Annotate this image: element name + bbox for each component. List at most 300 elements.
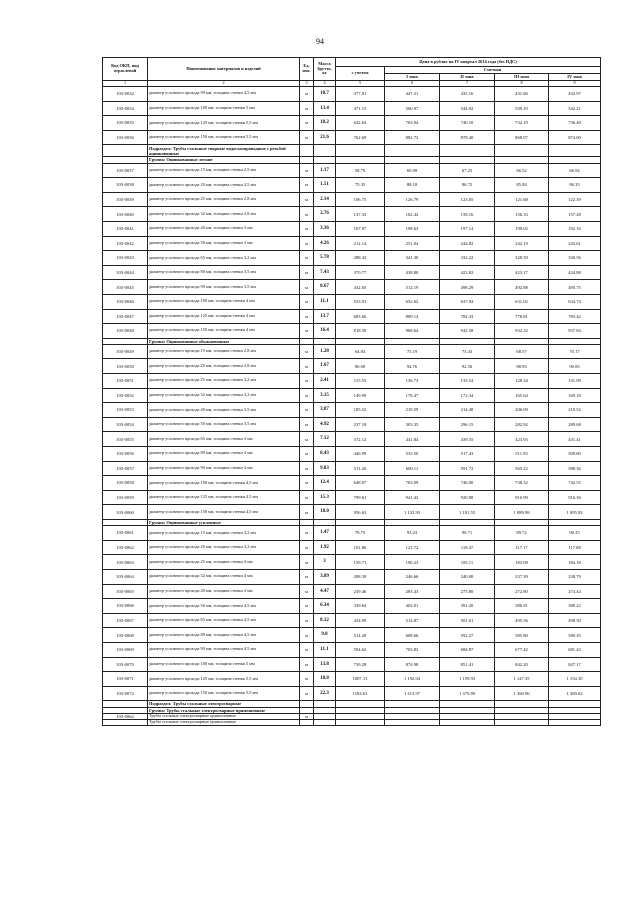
item-price-zone-3: 66.52: [495, 163, 549, 178]
item-price-zone-4: 916.36: [549, 490, 601, 505]
table-row: [103, 236, 601, 251]
item-price-zone-2: 90.71: [440, 526, 495, 541]
item-unit: [300, 719, 314, 725]
item-price-zone-1: 303.35: [385, 417, 440, 432]
item-price-zone-4: 588.36: [549, 461, 601, 476]
row-cell-empty: [385, 145, 440, 157]
table-row: [103, 101, 601, 116]
table-row: [103, 490, 601, 505]
item-price-zone-3: 677.42: [495, 642, 549, 657]
table-row: [103, 505, 601, 520]
item-mass: 3: [314, 555, 336, 570]
item-code: 103-0039: [103, 192, 148, 207]
item-price-zone-4: 131.09: [549, 374, 601, 389]
item-name: диаметр условного прохода 150 мм, толщина стенки 4,5 мм: [148, 505, 300, 520]
item-price-zone-3: 539.10: [495, 101, 549, 116]
table-row: [103, 526, 601, 541]
item-price-zone-1: 703.82: [385, 642, 440, 657]
item-unit: м: [300, 599, 314, 614]
item-price-zone-2: 1 101.55: [440, 505, 495, 520]
item-price-zone-3: 85.84: [495, 178, 549, 193]
item-name: диаметр условного прохода 20 мм, толщина стенки 2,5 мм: [148, 178, 300, 193]
group-title: Группа: Оцинкованные обыкновенные: [148, 338, 300, 344]
item-unit: м: [300, 672, 314, 687]
item-unit: м: [300, 388, 314, 403]
item-name: диаметр условного прохода 25 мм, толщина стенки 2,8 мм: [148, 192, 300, 207]
header-zone-3: III зона: [495, 74, 549, 81]
item-name: диаметр условного прохода 40 мм, толщина стенки 3 мм: [148, 221, 300, 236]
item-name: диаметр условного прохода 90 мм, толщина стенки 4,5 мм: [148, 87, 300, 102]
item-mass: 1.92: [314, 540, 336, 555]
item-name: диаметр условного прохода 32 мм, толщина стенки 2,8 мм: [148, 207, 300, 222]
table-row: [103, 359, 601, 374]
table-row: [103, 130, 601, 145]
item-price-base: 137.33: [336, 207, 385, 222]
item-name: Трубы стальные электросварные прямошовные: [148, 719, 300, 725]
table-row: [103, 569, 601, 584]
item-price-zone-4: 634.74: [549, 294, 601, 309]
item-price-zone-4: 542.21: [549, 101, 601, 116]
item-mass: 2.41: [314, 374, 336, 389]
header-at-object: с учетом: [336, 67, 385, 81]
table-row: [103, 344, 601, 359]
item-name: диаметр условного прохода 100 мм, толщина стенки 5 мм: [148, 101, 300, 116]
item-price-zone-3: 631.02: [495, 294, 549, 309]
item-code: 103-0051: [103, 374, 148, 389]
item-unit: м: [300, 87, 314, 102]
item-mass: 1.51: [314, 178, 336, 193]
item-price-zone-4: 289.68: [549, 417, 601, 432]
item-price-base: [336, 719, 385, 725]
item-price-base: 648.07: [336, 476, 385, 491]
item-price-zone-3: 237.39: [495, 569, 549, 584]
item-mass: 12.4: [314, 476, 336, 491]
item-price-zone-3: 511.93: [495, 447, 549, 462]
row-cell-empty: [300, 145, 314, 157]
table-row: [103, 628, 601, 643]
item-price-zone-1: 560.97: [385, 101, 440, 116]
item-price-zone-4: 742.55: [549, 476, 601, 491]
item-price-base: 106.75: [336, 192, 385, 207]
item-price-zone-3: 738.32: [495, 476, 549, 491]
item-price-zone-2: 123.05: [440, 192, 495, 207]
item-code: 103-0070: [103, 657, 148, 672]
item-unit: м: [300, 221, 314, 236]
item-code: 103-0064: [103, 569, 148, 584]
item-price-base: 594.62: [336, 642, 385, 657]
item-mass: 7.12: [314, 432, 336, 447]
item-price-zone-1: 600.11: [385, 461, 440, 476]
row-cell-empty: [440, 145, 495, 157]
item-price-zone-2: 435.16: [440, 87, 495, 102]
item-price-zone-1: 283.43: [385, 584, 440, 599]
item-price-zone-1: 75.19: [385, 344, 440, 359]
item-mass: 15.3: [314, 490, 336, 505]
item-mass: 1.28: [314, 344, 336, 359]
item-mass: 18.2: [314, 116, 336, 131]
item-price-zone-2: 544.92: [440, 101, 495, 116]
item-name: диаметр условного прохода 25 мм, толщина стенки 3,2 мм: [148, 374, 300, 389]
item-name: диаметр условного прохода 125 мм, толщина стенки 4,5 мм: [148, 490, 300, 505]
item-mass: 11.1: [314, 642, 336, 657]
item-price-zone-4: [549, 719, 601, 725]
table-row: [103, 555, 601, 570]
item-price-zone-3: 89.72: [495, 526, 549, 541]
item-price-zone-1: 93.23: [385, 526, 440, 541]
item-mass: 9.83: [314, 461, 336, 476]
item-code: 103-0068: [103, 628, 148, 643]
item-price-zone-4: 330.56: [549, 251, 601, 266]
item-unit: м: [300, 555, 314, 570]
item-code: 103-0062: [103, 713, 148, 719]
item-price-zone-1: 69.09: [385, 163, 440, 178]
item-price-zone-2: 591.72: [440, 461, 495, 476]
item-price-base: 514.28: [336, 628, 385, 643]
table-row: [103, 642, 601, 657]
item-price-zone-3: 585.80: [495, 628, 549, 643]
item-unit: м: [300, 251, 314, 266]
item-price-zone-2: 244.82: [440, 236, 495, 251]
item-price-base: 80.00: [336, 359, 385, 374]
item-unit: м: [300, 540, 314, 555]
item-price-base: 64.84: [336, 344, 385, 359]
item-name: диаметр условного прохода 150 мм, толщина стенки 5,5 мм: [148, 686, 300, 701]
item-price-zone-2: 684.87: [440, 642, 495, 657]
header-mass: Масса брутто, кг: [314, 58, 336, 81]
item-name: диаметр условного прохода 150 мм, толщина стенки 4 мм: [148, 324, 300, 339]
item-price-zone-2: 498.29: [440, 280, 495, 295]
item-price-base: 683.66: [336, 309, 385, 324]
item-name: диаметр условного прохода 65 мм, толщина стенки 4 мм: [148, 432, 300, 447]
item-code: 103-0052: [103, 388, 148, 403]
item-price-zone-3: 842.20: [495, 657, 549, 672]
item-price-zone-3: 242.19: [495, 236, 549, 251]
section-row: [103, 145, 601, 157]
item-code: 103-0066: [103, 599, 148, 614]
column-index: 2: [148, 81, 300, 87]
item-name: диаметр условного прохода 15 мм, толщина стенки 2,5 мм: [148, 163, 300, 178]
item-price-zone-3: 328.59: [495, 251, 549, 266]
table-row: [103, 178, 601, 193]
item-code: 103-0040: [103, 207, 148, 222]
item-code: 103-0061: [103, 526, 148, 541]
item-unit: м: [300, 280, 314, 295]
item-code: 103-0050: [103, 359, 148, 374]
item-price-zone-3: 1 360.96: [495, 686, 549, 701]
item-name: диаметр условного прохода 100 мм, толщина стенки 4,5 мм: [148, 476, 300, 491]
item-mass: 16.4: [314, 324, 336, 339]
item-name: диаметр условного прохода 125 мм, толщина стенки 5,5 мм: [148, 672, 300, 687]
item-price-zone-4: 274.44: [549, 584, 601, 599]
item-price-zone-4: 157.28: [549, 207, 601, 222]
column-index: 8: [495, 81, 549, 87]
item-price-zone-3: 910.99: [495, 490, 549, 505]
item-price-zone-4: 184.18: [549, 555, 601, 570]
item-price-zone-4: 117.88: [549, 540, 601, 555]
item-unit: м: [300, 207, 314, 222]
table-row: [103, 599, 601, 614]
header-unit: Ед. изм.: [300, 58, 314, 81]
item-price-zone-4: 192.16: [549, 221, 601, 236]
item-price-zone-1: 190.23: [385, 555, 440, 570]
item-unit: м: [300, 447, 314, 462]
item-price-zone-3: 282.92: [495, 417, 549, 432]
table-row: [103, 584, 601, 599]
table-row: [103, 686, 601, 701]
item-price-zone-3: 423.17: [495, 265, 549, 280]
item-unit: м: [300, 178, 314, 193]
item-code: 103-0072: [103, 686, 148, 701]
table-row: [103, 294, 601, 309]
item-unit: м: [300, 432, 314, 447]
item-code: 103-0045: [103, 280, 148, 295]
item-price-zone-4: 589.35: [549, 628, 601, 643]
item-price-zone-3: 165.64: [495, 388, 549, 403]
item-price-base: 434.99: [336, 613, 385, 628]
item-price-zone-3: [495, 719, 549, 725]
item-price-zone-4: 498.50: [549, 613, 601, 628]
item-price-zone-1: 874.98: [385, 657, 440, 672]
item-name: диаметр условного прохода 125 мм, толщина стенки 4 мм: [148, 309, 300, 324]
header-regions: Сметная: [385, 67, 601, 74]
table-row: [103, 265, 601, 280]
item-price-zone-3: 932.32: [495, 324, 549, 339]
item-price-zone-2: 1 159.93: [440, 672, 495, 687]
item-price-zone-2: 214.48: [440, 403, 495, 418]
item-code: 103-0034: [103, 101, 148, 116]
table-row: [103, 309, 601, 324]
item-price-zone-4: 243.61: [549, 236, 601, 251]
item-name: диаметр условного прохода 80 мм, толщина стенки 4 мм: [148, 447, 300, 462]
item-mass: [314, 719, 336, 725]
item-price-zone-1: 809.14: [385, 309, 440, 324]
item-name: диаметр условного прохода 65 мм, толщина стенки 3,2 мм: [148, 251, 300, 266]
item-name: диаметр условного прохода 65 мм, толщина стенки 4,5 мм: [148, 613, 300, 628]
row-cell-empty: [495, 145, 549, 157]
item-mass: 3.89: [314, 569, 336, 584]
row-cell-empty: [336, 145, 385, 157]
item-unit: м: [300, 192, 314, 207]
row-cell-empty: [314, 145, 336, 157]
item-price-zone-2: 878.40: [440, 130, 495, 145]
item-price-base: 372.12: [336, 432, 385, 447]
item-name: диаметр условного прохода 125 мм, толщина стенки 5,5 мм: [148, 116, 300, 131]
item-code: 103-0038: [103, 178, 148, 193]
item-price-zone-4: 424.88: [549, 265, 601, 280]
item-name: диаметр условного прохода 32 мм, толщина стенки 3,2 мм: [148, 388, 300, 403]
item-code: 103-0065: [103, 584, 148, 599]
item-mass: 22.3: [314, 686, 336, 701]
item-price-zone-1: 121.72: [385, 540, 440, 555]
item-mass: 5.78: [314, 251, 336, 266]
item-price-zone-4: 90.25: [549, 526, 601, 541]
table-row: [103, 280, 601, 295]
item-price-base: 553.91: [336, 294, 385, 309]
item-name: диаметр условного прохода 20 мм, толщина стенки 2,8 мм: [148, 359, 300, 374]
item-price-zone-2: 185.11: [440, 555, 495, 570]
item-code: 103-0071: [103, 672, 148, 687]
item-price-zone-1: 512.19: [385, 280, 440, 295]
item-mass: 13.8: [314, 657, 336, 672]
item-name: диаметр условного прохода 40 мм, толщина стенки 4 мм: [148, 584, 300, 599]
item-price-base: 237.18: [336, 417, 385, 432]
item-price-zone-2: 517.43: [440, 447, 495, 462]
column-index: 1: [103, 81, 148, 87]
header-code: Код ОКП, вид отраслевой: [103, 58, 148, 81]
group-title: Группа: Оцинкованные легкие: [148, 157, 300, 163]
item-price-zone-1: 533.50: [385, 447, 440, 462]
item-price-base: 370.77: [336, 265, 385, 280]
item-code: 103-0042: [103, 236, 148, 251]
item-price-zone-1: 1 413.97: [385, 686, 440, 701]
item-price-zone-3: 68.57: [495, 344, 549, 359]
item-price-zone-2: 158.16: [440, 207, 495, 222]
item-price-base: 58.79: [336, 163, 385, 178]
item-unit: м: [300, 490, 314, 505]
item-price-zone-3: 88.93: [495, 359, 549, 374]
item-price-zone-2: 67.25: [440, 163, 495, 178]
item-mass: 6.34: [314, 599, 336, 614]
item-unit: м: [300, 584, 314, 599]
table-row: [103, 461, 601, 476]
header-price: Цена в рублях на IV квартал 2014 года (без НДС): [336, 58, 601, 67]
item-price-zone-1: 402.01: [385, 599, 440, 614]
item-price-zone-4: 847.17: [549, 657, 601, 672]
item-price-base: 642.64: [336, 116, 385, 131]
item-price-zone-3: 868.97: [495, 130, 549, 145]
item-price-zone-1: 88.18: [385, 178, 440, 193]
item-price-zone-2: 197.14: [440, 221, 495, 236]
header-name: Наименование материалов и изделий: [148, 58, 300, 81]
item-price-zone-3: 732.19: [495, 116, 549, 131]
item-mass: 1.67: [314, 359, 336, 374]
item-price-base: 1194.63: [336, 686, 385, 701]
item-unit: м: [300, 476, 314, 491]
item-mass: 2.76: [314, 207, 336, 222]
item-name: диаметр условного прохода 50 мм, толщина стенки 3,5 мм: [148, 417, 300, 432]
item-mass: 2.14: [314, 192, 336, 207]
item-price-zone-2: 275.80: [440, 584, 495, 599]
item-price-zone-1: 441.84: [385, 432, 440, 447]
item-price-base: 149.99: [336, 388, 385, 403]
item-code: 103-0046: [103, 294, 148, 309]
item-unit: м: [300, 116, 314, 131]
item-code: 103-0035: [103, 116, 148, 131]
item-price-zone-4: 736.40: [549, 116, 601, 131]
column-index: 9: [549, 81, 601, 87]
item-unit: м: [300, 236, 314, 251]
item-price-zone-4: 432.97: [549, 87, 601, 102]
item-code: 103-0060: [103, 505, 148, 520]
item-price-zone-2: 86.72: [440, 178, 495, 193]
item-code: 103-0055: [103, 432, 148, 447]
item-price-zone-2: [440, 719, 495, 725]
item-unit: м: [300, 359, 314, 374]
item-price-base: 471.15: [336, 101, 385, 116]
item-code: 103-0036: [103, 130, 148, 145]
item-price-zone-1: 136.73: [385, 374, 440, 389]
item-price-zone-3: 272.80: [495, 584, 549, 599]
item-unit: м: [300, 324, 314, 339]
item-price-zone-1: 126.79: [385, 192, 440, 207]
item-price-zone-2: 240.00: [440, 569, 495, 584]
table-row: [103, 613, 601, 628]
item-price-zone-3: 565.22: [495, 461, 549, 476]
item-price-zone-4: 238.79: [549, 569, 601, 584]
item-price-zone-2: 439.55: [440, 432, 495, 447]
item-price-base: 739.28: [336, 657, 385, 672]
item-mass: 11.1: [314, 294, 336, 309]
item-code: [103, 719, 148, 725]
item-price-base: 239.46: [336, 584, 385, 599]
item-unit: м: [300, 344, 314, 359]
section-title: Подраздел: Трубы стальные сварные водогазопроводные с резьбой оцинкованные: [148, 145, 300, 157]
item-price-zone-3: 117.17: [495, 540, 549, 555]
item-price-base: 159.71: [336, 555, 385, 570]
column-index: 3: [300, 81, 314, 87]
item-code: 103-0058: [103, 476, 148, 491]
item-price-zone-1: 178.47: [385, 388, 440, 403]
item-name: диаметр условного прохода 50 мм, толщина стенки 3 мм: [148, 236, 300, 251]
item-mass: 8.12: [314, 613, 336, 628]
item-price-base: 167.07: [336, 221, 385, 236]
item-mass: 4.47: [314, 584, 336, 599]
item-unit: м: [300, 569, 314, 584]
item-unit: м: [300, 309, 314, 324]
item-code: 103-0059: [103, 490, 148, 505]
item-price-base: 446.99: [336, 447, 385, 462]
item-price-zone-1: 198.63: [385, 221, 440, 236]
item-price-base: 818.39: [336, 324, 385, 339]
item-price-zone-3: 121.68: [495, 192, 549, 207]
item-price-base: 432.65: [336, 280, 385, 295]
item-price-zone-4: 1 154.10: [549, 672, 601, 687]
item-code: 103-0041: [103, 221, 148, 236]
item-price-zone-1: 219.59: [385, 403, 440, 418]
header-zone-4: IV зона: [549, 74, 601, 81]
item-price-base: 185.52: [336, 403, 385, 418]
item-price-zone-1: 1 192.04: [385, 672, 440, 687]
item-mass: 3.87: [314, 403, 336, 418]
item-code: 103-0069: [103, 642, 148, 657]
item-name: диаметр условного прохода 100 мм, толщина стенки 4 мм: [148, 294, 300, 309]
item-price-zone-1: 514.87: [385, 613, 440, 628]
table-row: [103, 657, 601, 672]
item-price-base: 75.35: [336, 178, 385, 193]
table-row: [103, 403, 601, 418]
table-row: [103, 540, 601, 555]
row-cell-empty: [549, 145, 601, 157]
item-price-zone-3: 495.56: [495, 613, 549, 628]
table-row: [103, 447, 601, 462]
item-price-zone-2: 1 375.89: [440, 686, 495, 701]
item-code: 103-0044: [103, 265, 148, 280]
item-code: 103-0063: [103, 555, 148, 570]
item-price-base: 762.69: [336, 130, 385, 145]
item-code: 103-0056: [103, 447, 148, 462]
item-unit: м: [300, 505, 314, 520]
item-price-base: 101.86: [336, 540, 385, 555]
item-price-base: 339.64: [336, 599, 385, 614]
item-price-zone-4: 90.85: [549, 359, 601, 374]
item-name: диаметр условного прохода 90 мм, толщина стенки 4 мм: [148, 461, 300, 476]
item-price-zone-2: 782.33: [440, 309, 495, 324]
item-price-zone-4: 210.52: [549, 403, 601, 418]
item-unit: м: [300, 417, 314, 432]
item-price-zone-4: 169.18: [549, 388, 601, 403]
item-mass: 4.26: [314, 236, 336, 251]
item-price-zone-2: 172.34: [440, 388, 495, 403]
